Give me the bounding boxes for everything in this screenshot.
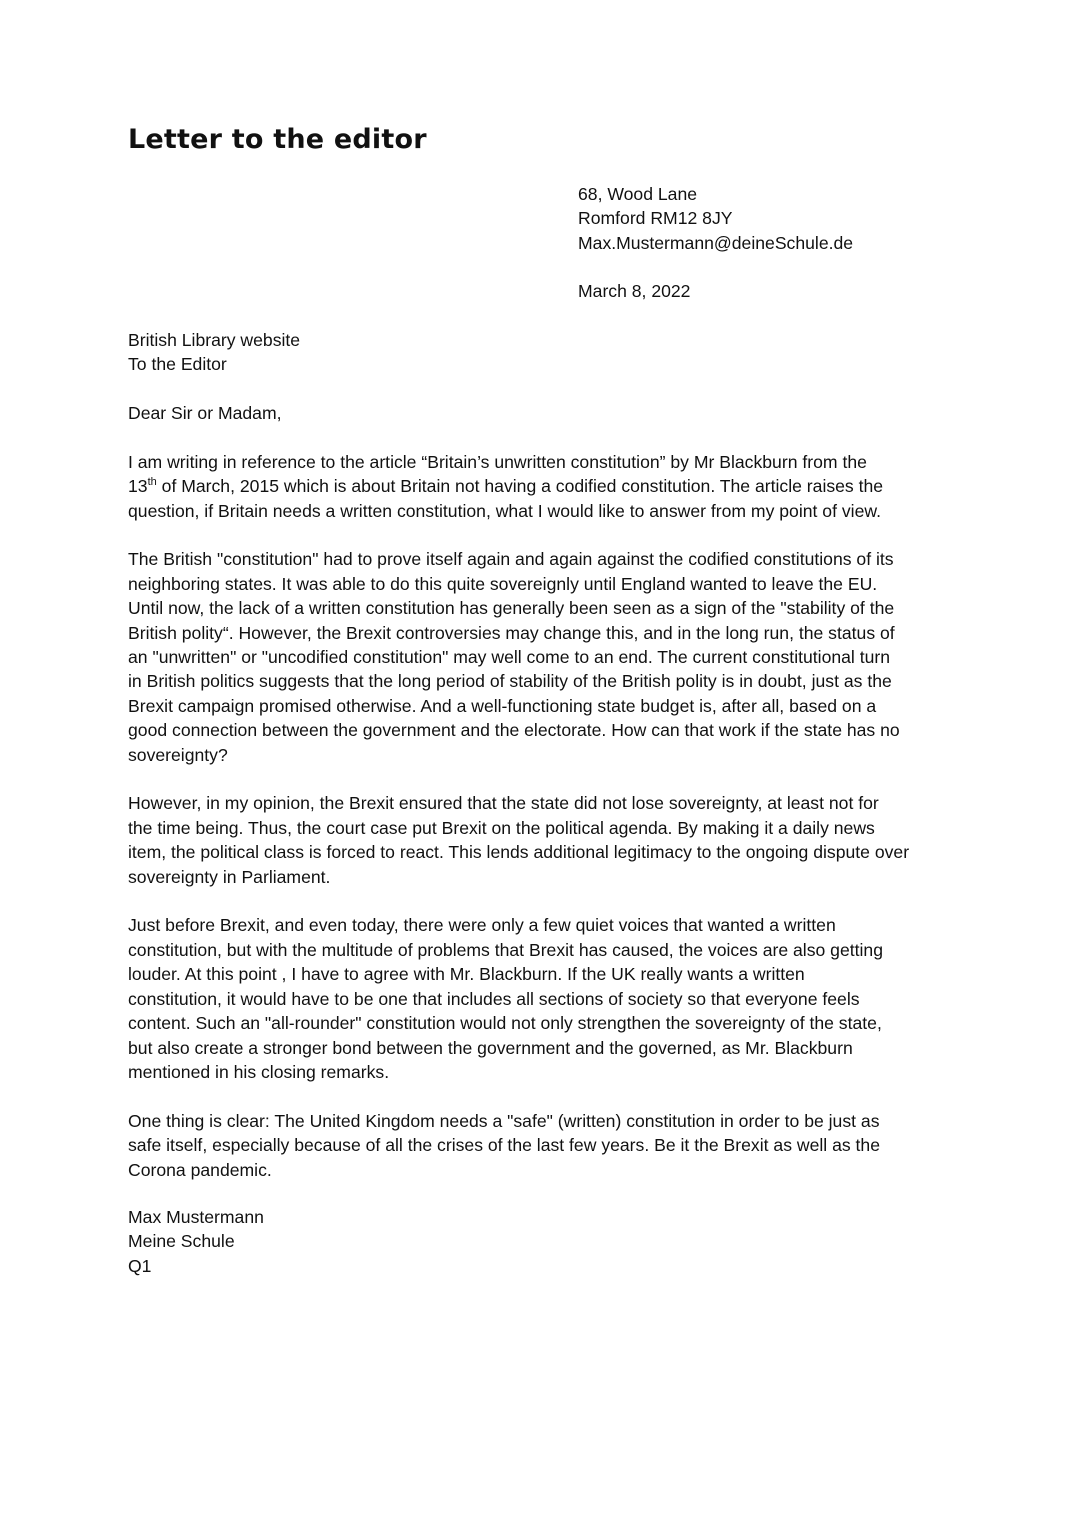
letter-body (128, 401, 960, 1206)
paragraph-line: I am writing in reference to the article “Britain’s unwritten constitution” by Mr Blackburn from the (128, 451, 867, 472)
paragraph-line: constitution, it would have to be one that includes all sections of society so that everyone feels (128, 988, 860, 1009)
paragraph-line: the time being. Thus, the court case put Brexit on the political agenda. By making it a daily news (128, 817, 875, 838)
ordinal-suffix: th (147, 476, 157, 489)
paragraph-4 (128, 913, 960, 1084)
sender-street: 68, Wood Lane (578, 184, 698, 204)
paragraph-line: but also create a stronger bond between the government and the governed, as Mr. Blackburn (128, 1037, 853, 1058)
paragraph-line: good connection between the government and the electorate. How can that work if the state has no (128, 720, 900, 741)
paragraph-line: mentioned in his closing remarks. (128, 1061, 390, 1082)
sender-address (578, 182, 853, 255)
page-title: Letter to the editor (128, 124, 427, 155)
paragraph-line: content. Such an "all-rounder" constitution would not only strengthen the sovereignty of the state, (128, 1013, 882, 1034)
paragraph-line: Corona pandemic. (128, 1159, 272, 1180)
recipient-line-2: To the Editor (128, 354, 227, 375)
paragraph-line: item, the political class is forced to react. This lends additional legitimacy to the ongoing dispute over (128, 842, 910, 863)
paragraph-line-rest: of March, 2015 which is about Britain not having a codified constitution. The article raises the (156, 476, 884, 497)
letter-date: March 8, 2022 (578, 281, 691, 301)
greeting: Dear Sir or Madam, (128, 403, 282, 423)
paragraph-line: safe itself, especially because of all the crises of the last few years. Be it the Brexit as well as the (128, 1135, 881, 1156)
sender-email: Max.Mustermann@deineSchule.de (578, 232, 854, 253)
recipient-line-1: British Library website (128, 330, 301, 350)
paragraph-line: constitution, but with the multitude of problems that Brexit has caused, the voices are also getting (128, 939, 883, 960)
paragraph-line: Just before Brexit, and even today, there were only a few quiet voices that wanted a written (128, 915, 836, 936)
paragraph-1 (128, 450, 960, 523)
paragraph-line: The British "constitution" had to prove itself again and again against the codified constitutions of its (128, 549, 894, 570)
signature-block (128, 1205, 264, 1278)
paragraph-line: sovereignty in Parliament. (128, 866, 331, 887)
paragraph-line: One thing is clear: The United Kingdom needs a "safe" (written) constitution in order to be just as (128, 1110, 880, 1131)
signature-school: Meine Schule (128, 1231, 235, 1252)
paragraph-line: in British politics suggests that the long period of stability of the British polity is in doubt, just as the (128, 671, 892, 692)
paragraph-line: British polity“. However, the Brexit controversies may change this, and in the long run, the status of (128, 622, 895, 643)
paragraph-3 (128, 791, 960, 889)
paragraph-line: an "unwritten" or "uncodified constitution" may well come to an end. The current constitutional turn (128, 647, 891, 668)
paragraph-line: question, if Britain needs a written constitution, what I would like to answer from my point of view. (128, 500, 881, 521)
paragraph-line: Until now, the lack of a written constitution has generally been seen as a sign of the "stability of the (128, 598, 895, 619)
paragraph-2 (128, 547, 960, 767)
paragraph-line: louder. At this point , I have to agree with Mr. Blackburn. If the UK really wants a written (128, 964, 805, 985)
signature-class: Q1 (128, 1255, 152, 1276)
paragraph-line (128, 474, 960, 498)
paragraph-line: neighboring states. It was able to do this quite sovereignly until England wanted to leave the EU. (128, 573, 878, 594)
paragraph-line: However, in my opinion, the Brexit ensured that the state did not lose sovereignty, at least not for (128, 793, 879, 814)
recipient-address (128, 328, 300, 377)
date-day: 13 (128, 476, 148, 497)
paragraph-line: sovereignty? (128, 744, 228, 765)
sender-city: Romford RM12 8JY (578, 208, 733, 229)
signature-name: Max Mustermann (128, 1207, 264, 1227)
paragraph-5 (128, 1109, 960, 1182)
paragraph-line: Brexit campaign promised otherwise. And a well-functioning state budget is, after all, based on a (128, 695, 877, 716)
